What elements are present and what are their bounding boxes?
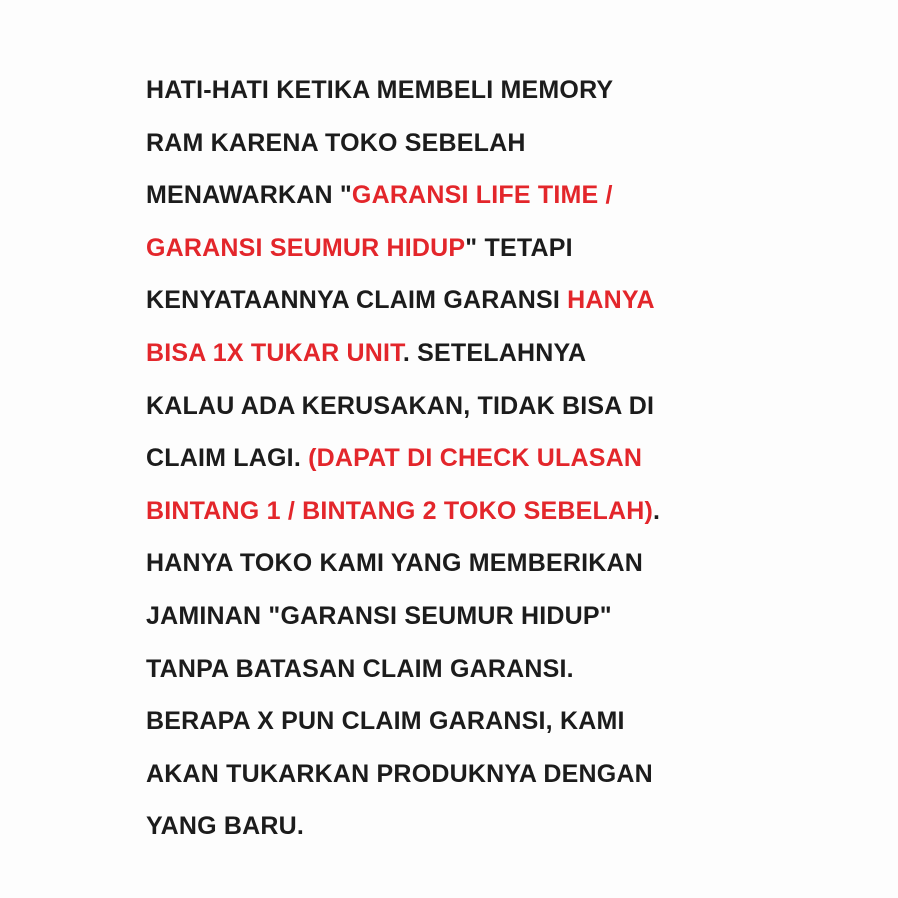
highlight-lifetime-warranty-cont: GARANSI SEUMUR HIDUP [146, 233, 466, 262]
highlight-check-reviews-cont: BINTANG 1 / BINTANG 2 TOKO SEBELAH) [146, 496, 654, 525]
highlight-lifetime-warranty: GARANSI LIFE TIME / [351, 181, 613, 210]
notice-line-11: JAMINAN "GARANSI SEUMUR HIDUP" [146, 601, 612, 630]
notice-line-14: AKAN TUKARKAN PRODUKNYA DENGAN [146, 759, 653, 788]
notice-line-8: CLAIM LAGI. (DAPAT DI CHECK ULASAN [146, 444, 643, 473]
notice-line-4: GARANSI SEUMUR HIDUP" TETAPI [146, 233, 573, 262]
notice-line-15: YANG BARU. [146, 812, 305, 841]
notice-line-2: RAM KARENA TOKO SEBELAH [146, 128, 526, 157]
notice-line-12: TANPA BATASAN CLAIM GARANSI. [146, 654, 574, 683]
notice-line-5: KENYATAANNYA CLAIM GARANSI HANYA [146, 286, 655, 315]
notice-line-9: BINTANG 1 / BINTANG 2 TOKO SEBELAH). [146, 496, 661, 525]
notice-line-13: BERAPA X PUN CLAIM GARANSI, KAMI [146, 707, 625, 736]
highlight-check-reviews: (DAPAT DI CHECK ULASAN [308, 444, 643, 473]
warranty-notice-text [146, 64, 786, 853]
notice-line-6: BISA 1X TUKAR UNIT. SETELAHNYA [146, 338, 587, 367]
notice-line-10: HANYA TOKO KAMI YANG MEMBERIKAN [146, 549, 643, 578]
notice-line-1: HATI-HATI KETIKA MEMBELI MEMORY [146, 76, 614, 104]
highlight-only-once: HANYA [567, 286, 655, 315]
highlight-only-once-cont: BISA 1X TUKAR UNIT [146, 338, 403, 367]
notice-line-3: MENAWARKAN "GARANSI LIFE TIME / [146, 181, 613, 210]
notice-line-7: KALAU ADA KERUSAKAN, TIDAK BISA DI [146, 391, 655, 420]
